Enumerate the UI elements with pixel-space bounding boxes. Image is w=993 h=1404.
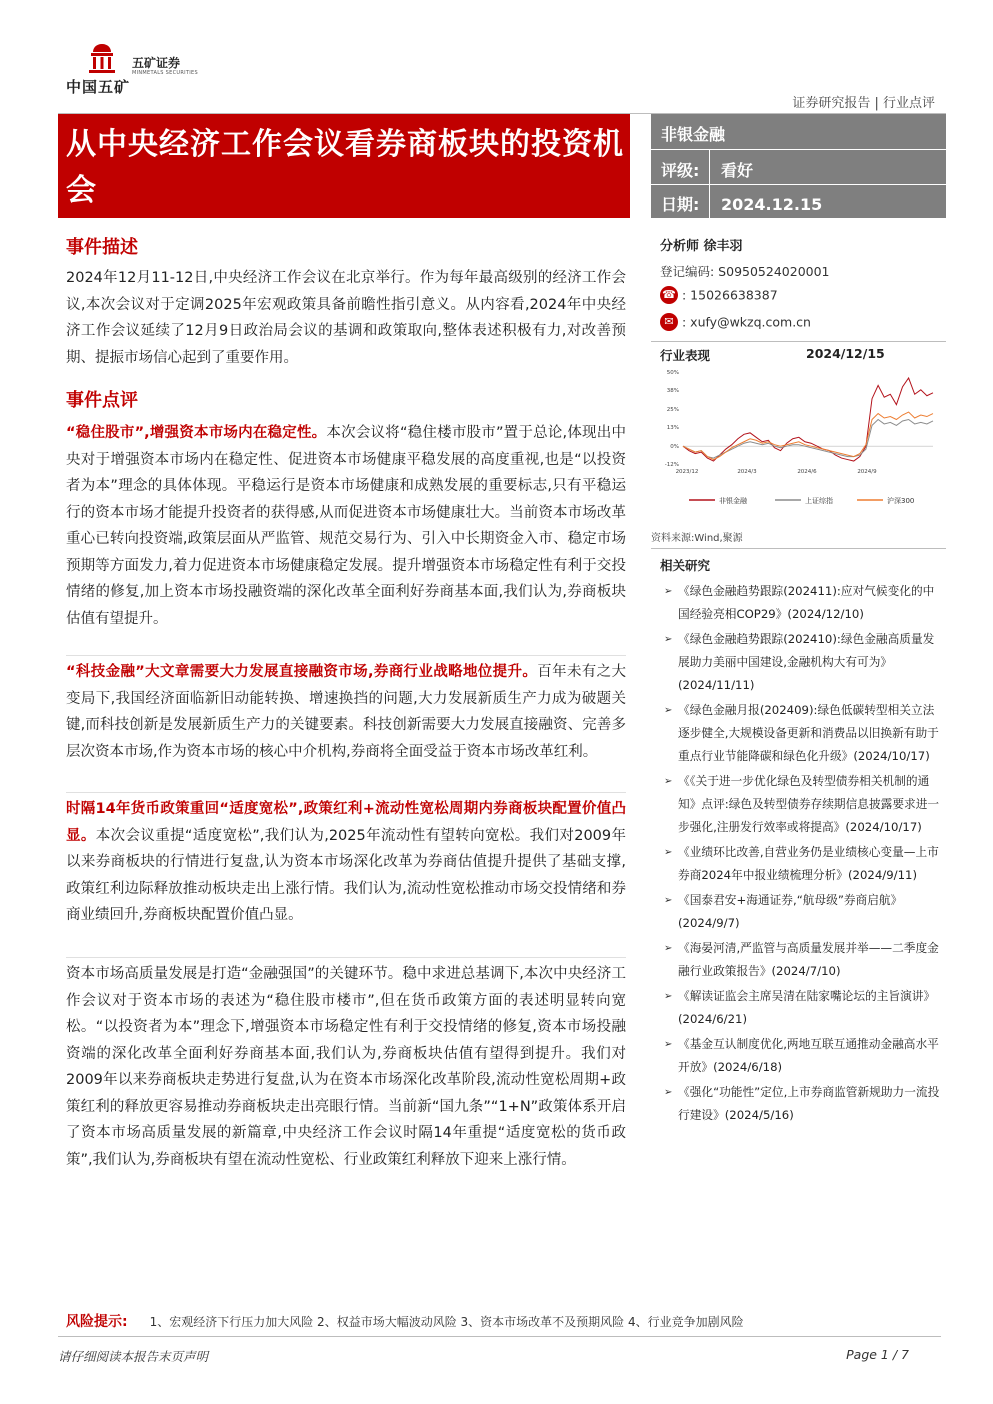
- paragraph-3-text: 本次会议重提“适度宽松”,我们认为,2025年流动性有望转向宽松。我们对2009年以来券商板块的行情进行复盘,认为资本市场深化改革为券商估值提升提供了基础支撑,政策红利边际释放推动板块走出上涨行情。我们认为,流动性宽松推动市场交投情绪和券商业绩回升,券商板块配置价值凸显。: [66, 827, 626, 923]
- arrow-bullet-icon: ➢: [664, 1039, 673, 1050]
- analyst-email-row: [660, 313, 811, 331]
- legend-label: 非银金融: [719, 497, 747, 505]
- company-logo: [66, 42, 216, 102]
- paragraph-divider: [66, 655, 626, 656]
- paragraph-2-highlight: “科技金融”大文章需要大力发展直接融资市场,券商行业战略地位提升。: [66, 664, 538, 680]
- rating-box: [651, 114, 946, 218]
- related-item[interactable]: [664, 1033, 942, 1079]
- performance-label: 行业表现: [660, 348, 711, 363]
- report-title: 从中央经济工作会议看券商板块的投资机会: [66, 127, 624, 208]
- related-item-text: 《国泰君安+海通证券,“航母级”券商启航》(2024/9/7): [678, 893, 903, 930]
- sector-label: 非银金融: [661, 125, 726, 144]
- logo-sub-name-en: MINMETALS SECURITIES: [132, 70, 198, 76]
- related-item[interactable]: [664, 580, 942, 626]
- series-lines: [683, 378, 933, 461]
- x-tick-label: 2023/12: [675, 469, 699, 475]
- y-tick-label: -12%: [664, 462, 679, 468]
- related-item[interactable]: [664, 770, 942, 839]
- rating-row: [661, 158, 753, 181]
- comment-paragraph-4: 资本市场高质量发展是打造“金融强国”的关键环节。稳中求进总基调下,本次中央经济工作会议对于资本市场的表述为“稳住股市楼市”,但在货币政策方面的表述明显转向宽松。“以投资者为本”理念下,增强资本市场稳定性有利于交投情绪的修复,资本市场投融资端的深化改革全面利好券商基本面,我们认为,券商板块估值有望得到提升。我们对2009年以来券商板块走势进行复盘,认为在资本市场深化改革阶段,流动性宽松周期+政策红利的释放更容易推动券商板块走出亮眼行情。当前新“国九条”“1+N”政策体系开启了资本市场高质量发展的新篇章,中央经济工作会议时隔14年重提“适度宽松的货币政策”,我们认为,券商板块有望在流动性宽松、行业政策红利释放下迎来上涨行情。: [66, 966, 626, 1168]
- arrow-bullet-icon: ➢: [664, 776, 673, 787]
- related-item-text: 《海晏河清,严监管与高质量发展并举——二季度金融行业政策报告》(2024/7/10): [678, 941, 939, 978]
- related-item-text: 《解读证监会主席吴清在陆家嘴论坛的主旨演讲》(2024/6/21): [678, 989, 936, 1026]
- date-row: [661, 192, 822, 215]
- related-heading: 相关研究: [660, 558, 711, 573]
- analyst-name: 分析师 徐丰羽: [660, 239, 743, 254]
- analyst-phone-row: [660, 286, 778, 304]
- related-item[interactable]: [664, 699, 942, 768]
- footer-disclaimer: 请仔细阅读本报告末页声明: [58, 1349, 209, 1364]
- logo-name-cn: 中国五矿: [66, 78, 131, 96]
- rating-label: 评级:: [661, 161, 700, 180]
- date-label: 日期:: [661, 195, 700, 214]
- chart-source: 资料来源:Wind,聚源: [651, 533, 743, 544]
- arrow-bullet-icon: ➢: [664, 991, 673, 1002]
- comment-paragraph-1: [66, 420, 626, 655]
- related-research-list: [664, 580, 942, 1129]
- arrow-bullet-icon: ➢: [664, 943, 673, 954]
- chart-legend: [689, 496, 914, 505]
- paragraph-1-highlight: “稳住股市”,增强资本市场内在稳定性。: [66, 425, 327, 441]
- performance-date: 2024/12/15: [806, 346, 885, 361]
- related-item-text: 《绿色金融趋势跟踪(202410):绿色金融高质量发展助力美丽中国建设,金融机构大有可为》(2024/11/11): [678, 632, 935, 692]
- x-tick-label: 2024/3: [737, 469, 757, 475]
- related-item[interactable]: [664, 628, 942, 697]
- info-divider: [651, 184, 946, 185]
- paragraph-1-text: 本次会议将“稳住楼市股市”置于总论,体现出中央对于增强资本市场内在稳定性、促进资本市场健康平稳发展的高度重视,也是“以投资者为本”理念的具体体现。平稳运行是资本市场健康和成熟发展的重要标志,只有平稳运行的资本市场才能提升投资者的获得感,从而促进资本市场健康壮大。当前资本市场改革重心已转向投资端,政策层面从严监管、规范交易行为、引入中长期资金入市、稳定市场预期等方面发力,着力促进资本市场健康稳定发展。提升增强资本市场稳定性有利于交投情绪的修复,加上资本市场投融资端的深化改革全面利好券商基本面,我们认为,券商板块估值有望提升。: [66, 425, 626, 627]
- paragraph-2-text: 百年未有之大变局下,我国经济面临新旧动能转换、增速换挡的问题,大力发展新质生产力成为破题关键,而科技创新是发展新质生产力的关键要素。科技创新需要大力发展直接融资、完善多层次资本市场,作为资本市场的核心中介机构,券商将全面受益于资本市场改革红利。: [66, 664, 627, 760]
- related-item[interactable]: [664, 841, 942, 887]
- minmetals-logo-icon: [86, 42, 118, 74]
- related-item-text: 《强化“功能性”定位,上市券商监管新规助力一流投行建设》(2024/5/16): [678, 1085, 940, 1122]
- y-tick-label: 0%: [670, 444, 679, 451]
- risk-text: 1、宏观经济下行压力加大风险 2、权益市场大幅波动风险 3、资本市场改革不及预期风险 4、行业竞争加剧风险: [149, 1315, 744, 1329]
- legend-label: 上证综指: [805, 497, 833, 505]
- series-line: [683, 419, 933, 458]
- arrow-bullet-icon: ➢: [664, 847, 673, 858]
- related-item-text: 《业绩环比改善,自营业务仍是业绩核心变量—上市券商2024年中报业绩梳理分析》(2024/9/11): [678, 845, 939, 882]
- comment-paragraph-3: [66, 796, 626, 956]
- series-line: [683, 412, 933, 459]
- page-number: Page 1 / 7: [846, 1347, 909, 1362]
- industry-performance-chart: [651, 362, 946, 512]
- logo-sub-name: 五矿证券: [132, 56, 181, 70]
- analyst-phone: : 15026638387: [682, 287, 778, 303]
- x-tick-label: 2024/6: [797, 469, 817, 475]
- x-axis: [676, 469, 878, 475]
- legend-label: 沪深300: [887, 497, 915, 505]
- risk-label: 风险提示:: [66, 1314, 128, 1330]
- related-divider: [651, 548, 946, 549]
- section-heading-event-desc: 事件描述: [66, 237, 138, 258]
- y-tick-label: 38%: [666, 387, 679, 394]
- footer-divider: [58, 1336, 941, 1337]
- info-divider: [651, 149, 946, 150]
- report-type: 证券研究报告 | 行业点评: [792, 96, 935, 111]
- risk-line: [66, 1311, 744, 1331]
- email-icon: ✉: [660, 313, 678, 331]
- arrow-bullet-icon: ➢: [664, 1087, 673, 1098]
- performance-divider: [651, 341, 946, 342]
- y-axis: [665, 370, 679, 468]
- comment-paragraph-2: [66, 659, 626, 789]
- arrow-bullet-icon: ➢: [664, 705, 673, 716]
- related-item[interactable]: [664, 889, 942, 935]
- paragraph-3-highlight: 时隔14年货币政策重回“适度宽松”,政策红利+流动性宽松周期内券商板块配置价值凸显。: [66, 801, 626, 844]
- event-desc-paragraph: 2024年12月11-12日,中央经济工作会议在北京举行。作为每年最高级别的经济工作会议,本次会议对于定调2025年宏观政策具备前瞻性指引意义。从内容看,2024年中央经济工作会议延续了12月9日政治局会议的基调和政策取向,整体表述积极有力,对改善预期、提振市场信心起到了重要作用。: [66, 270, 626, 366]
- rating-value: 看好: [721, 161, 754, 180]
- y-tick-label: 50%: [666, 370, 679, 376]
- paragraph-divider: [66, 792, 626, 793]
- related-item-text: 《绿色金融趋势跟踪(202411):应对气候变化的中国经验亮相COP29》(2024/12/10): [678, 584, 935, 621]
- related-item[interactable]: [664, 937, 942, 983]
- analyst-email[interactable]: : xufy@wkzq.com.cn: [682, 314, 811, 330]
- date-value: 2024.12.15: [721, 195, 823, 214]
- related-item[interactable]: [664, 985, 942, 1031]
- related-item-text: 《基金互认制度优化,两地互联互通推动金融高水平开放》(2024/6/18): [678, 1037, 939, 1074]
- phone-icon: ☎: [660, 286, 678, 304]
- paragraph-divider: [66, 957, 626, 958]
- arrow-bullet-icon: ➢: [664, 634, 673, 645]
- section-heading-event-comment: 事件点评: [66, 390, 138, 411]
- arrow-bullet-icon: ➢: [664, 895, 673, 906]
- analyst-reg-no: 登记编码: S0950524020001: [660, 264, 830, 279]
- related-item[interactable]: [664, 1081, 942, 1127]
- arrow-bullet-icon: ➢: [664, 586, 673, 597]
- x-tick-label: 2024/9: [857, 469, 877, 475]
- title-banner: [58, 114, 630, 218]
- related-item-text: 《绿色金融月报(202409):绿色低碳转型相关立法逐步健全,大规模设备更新和消费品以旧换新有助于重点行业节能降碳和绿色化升级》(2024/10/17): [678, 703, 939, 763]
- info-vertical-divider: [709, 149, 710, 218]
- related-item-text: 《《关于进一步优化绿色及转型债券相关机制的通知》点评:绿色及转型债券存续期信息披露要求进一步强化,注册发行效率或将提高》(2024/10/17): [678, 774, 940, 834]
- y-tick-label: 25%: [666, 407, 679, 414]
- y-tick-label: 13%: [666, 424, 679, 431]
